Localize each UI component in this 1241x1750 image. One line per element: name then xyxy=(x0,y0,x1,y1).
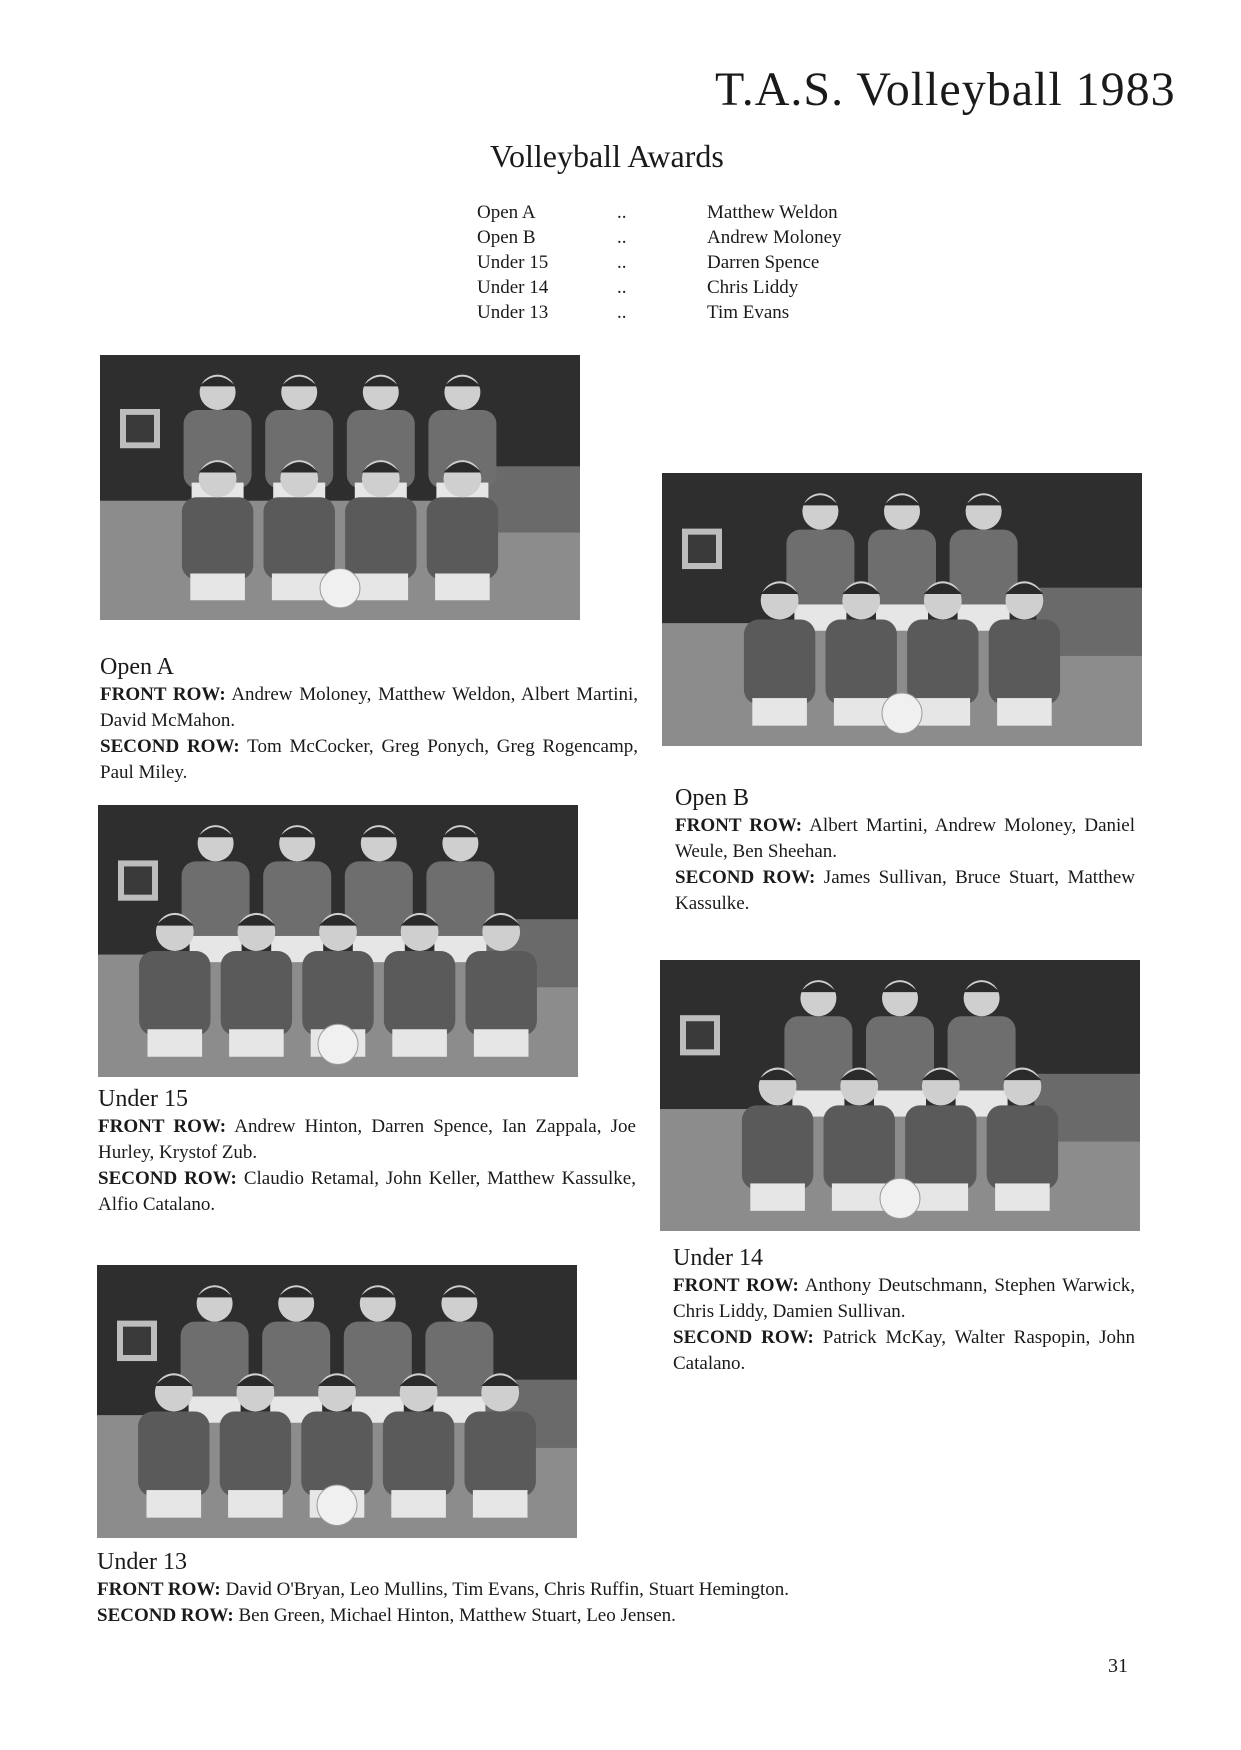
volleyball xyxy=(318,1024,358,1064)
second-row-names: Ben Green, Michael Hinton, Matthew Stuart, Leo Jensen. xyxy=(238,1605,676,1626)
front-row-label: FRONT ROW: xyxy=(100,684,226,705)
team-photo-under-15 xyxy=(98,805,578,1077)
awards-row xyxy=(477,250,842,275)
award-separator: .. xyxy=(617,302,627,323)
caption-under-15 xyxy=(98,1084,636,1218)
second-row-label: SECOND ROW: xyxy=(673,1327,814,1348)
caption-under-13 xyxy=(97,1547,997,1629)
volleyball xyxy=(320,569,360,608)
page-number: 31 xyxy=(1108,1655,1128,1677)
award-winner: Tim Evans xyxy=(707,302,790,323)
team-name: Under 13 xyxy=(97,1549,187,1575)
front-row-names: Anthony Deutschmann, Stephen Warwick, Chris Liddy, Damien Sullivan. xyxy=(673,1275,1136,1322)
volleyball xyxy=(882,693,922,733)
front-row xyxy=(100,682,638,734)
award-separator: .. xyxy=(617,227,627,248)
second-row-names: Claudio Retamal, John Keller, Matthew Kassulke, Alfio Catalano. xyxy=(98,1168,636,1215)
award-separator: .. xyxy=(617,202,627,223)
award-category: Under 15 xyxy=(477,252,549,273)
front-row xyxy=(675,813,1135,865)
second-row-label: SECOND ROW: xyxy=(675,867,816,888)
second-row xyxy=(100,734,638,786)
second-row xyxy=(98,1166,636,1218)
second-row-label: SECOND ROW: xyxy=(97,1605,234,1626)
award-winner: Andrew Moloney xyxy=(707,227,842,248)
awards-table xyxy=(477,200,842,325)
second-row-names: Tom McCocker, Greg Ponych, Greg Rogencamp, Paul Miley. xyxy=(100,736,638,783)
awards-heading: Volleyball Awards xyxy=(490,138,724,174)
caption-open-a xyxy=(100,652,638,786)
caption-open-b xyxy=(675,783,1135,917)
photo-scene xyxy=(97,1265,577,1538)
front-row-label: FRONT ROW: xyxy=(98,1116,227,1137)
awards-row xyxy=(477,300,842,325)
award-category: Open B xyxy=(477,227,536,248)
photo-scene xyxy=(98,805,578,1077)
page-title: T.A.S. Volleyball 1983 xyxy=(715,63,1176,116)
award-category: Open A xyxy=(477,202,536,223)
team-photo-open-b xyxy=(662,473,1142,746)
awards-row xyxy=(477,200,842,225)
front-row-label: FRONT ROW: xyxy=(673,1275,799,1296)
team-name: Open A xyxy=(100,654,174,680)
front-row-label: FRONT ROW: xyxy=(675,815,803,836)
second-row-label: SECOND ROW: xyxy=(100,736,240,757)
award-separator: .. xyxy=(617,252,627,273)
second-row-label: SECOND ROW: xyxy=(98,1168,237,1189)
team-name: Under 15 xyxy=(98,1086,188,1112)
volleyball xyxy=(317,1485,357,1525)
front-row-names: Andrew Moloney, Matthew Weldon, Albert Martini, David McMahon. xyxy=(100,684,639,731)
front-row xyxy=(673,1273,1135,1325)
award-category: Under 14 xyxy=(477,277,549,298)
team-photo-under-14 xyxy=(660,960,1140,1231)
front-row xyxy=(97,1577,997,1603)
team-name: Open B xyxy=(675,785,749,811)
caption-under-14 xyxy=(673,1243,1135,1377)
awards-row xyxy=(477,225,842,250)
photo-scene xyxy=(100,355,580,620)
award-winner: Matthew Weldon xyxy=(707,202,838,223)
award-winner: Chris Liddy xyxy=(707,277,799,298)
front-row-names: Andrew Hinton, Darren Spence, Ian Zappala, Joe Hurley, Krystof Zub. xyxy=(98,1116,636,1163)
team-photo-under-13 xyxy=(97,1265,577,1538)
front-row-names: Albert Martini, Andrew Moloney, Daniel Weule, Ben Sheehan. xyxy=(675,815,1136,862)
front-row-names: David O'Bryan, Leo Mullins, Tim Evans, Chris Ruffin, Stuart Hemington. xyxy=(225,1579,790,1600)
photo-scene xyxy=(660,960,1140,1231)
volleyball xyxy=(880,1178,920,1218)
second-row xyxy=(673,1325,1135,1377)
award-category: Under 13 xyxy=(477,302,549,323)
team-name: Under 14 xyxy=(673,1245,763,1271)
front-row-label: FRONT ROW: xyxy=(97,1579,221,1600)
award-separator: .. xyxy=(617,277,627,298)
front-row xyxy=(98,1114,636,1166)
photo-scene xyxy=(662,473,1142,746)
second-row xyxy=(97,1603,997,1629)
second-row-names: James Sullivan, Bruce Stuart, Matthew Kassulke. xyxy=(675,867,1136,914)
team-photo-open-a xyxy=(100,355,580,620)
award-winner: Darren Spence xyxy=(707,252,820,273)
awards-row xyxy=(477,275,842,300)
second-row-names: Patrick McKay, Walter Raspopin, John Catalano. xyxy=(673,1327,1136,1374)
second-row xyxy=(675,865,1135,917)
